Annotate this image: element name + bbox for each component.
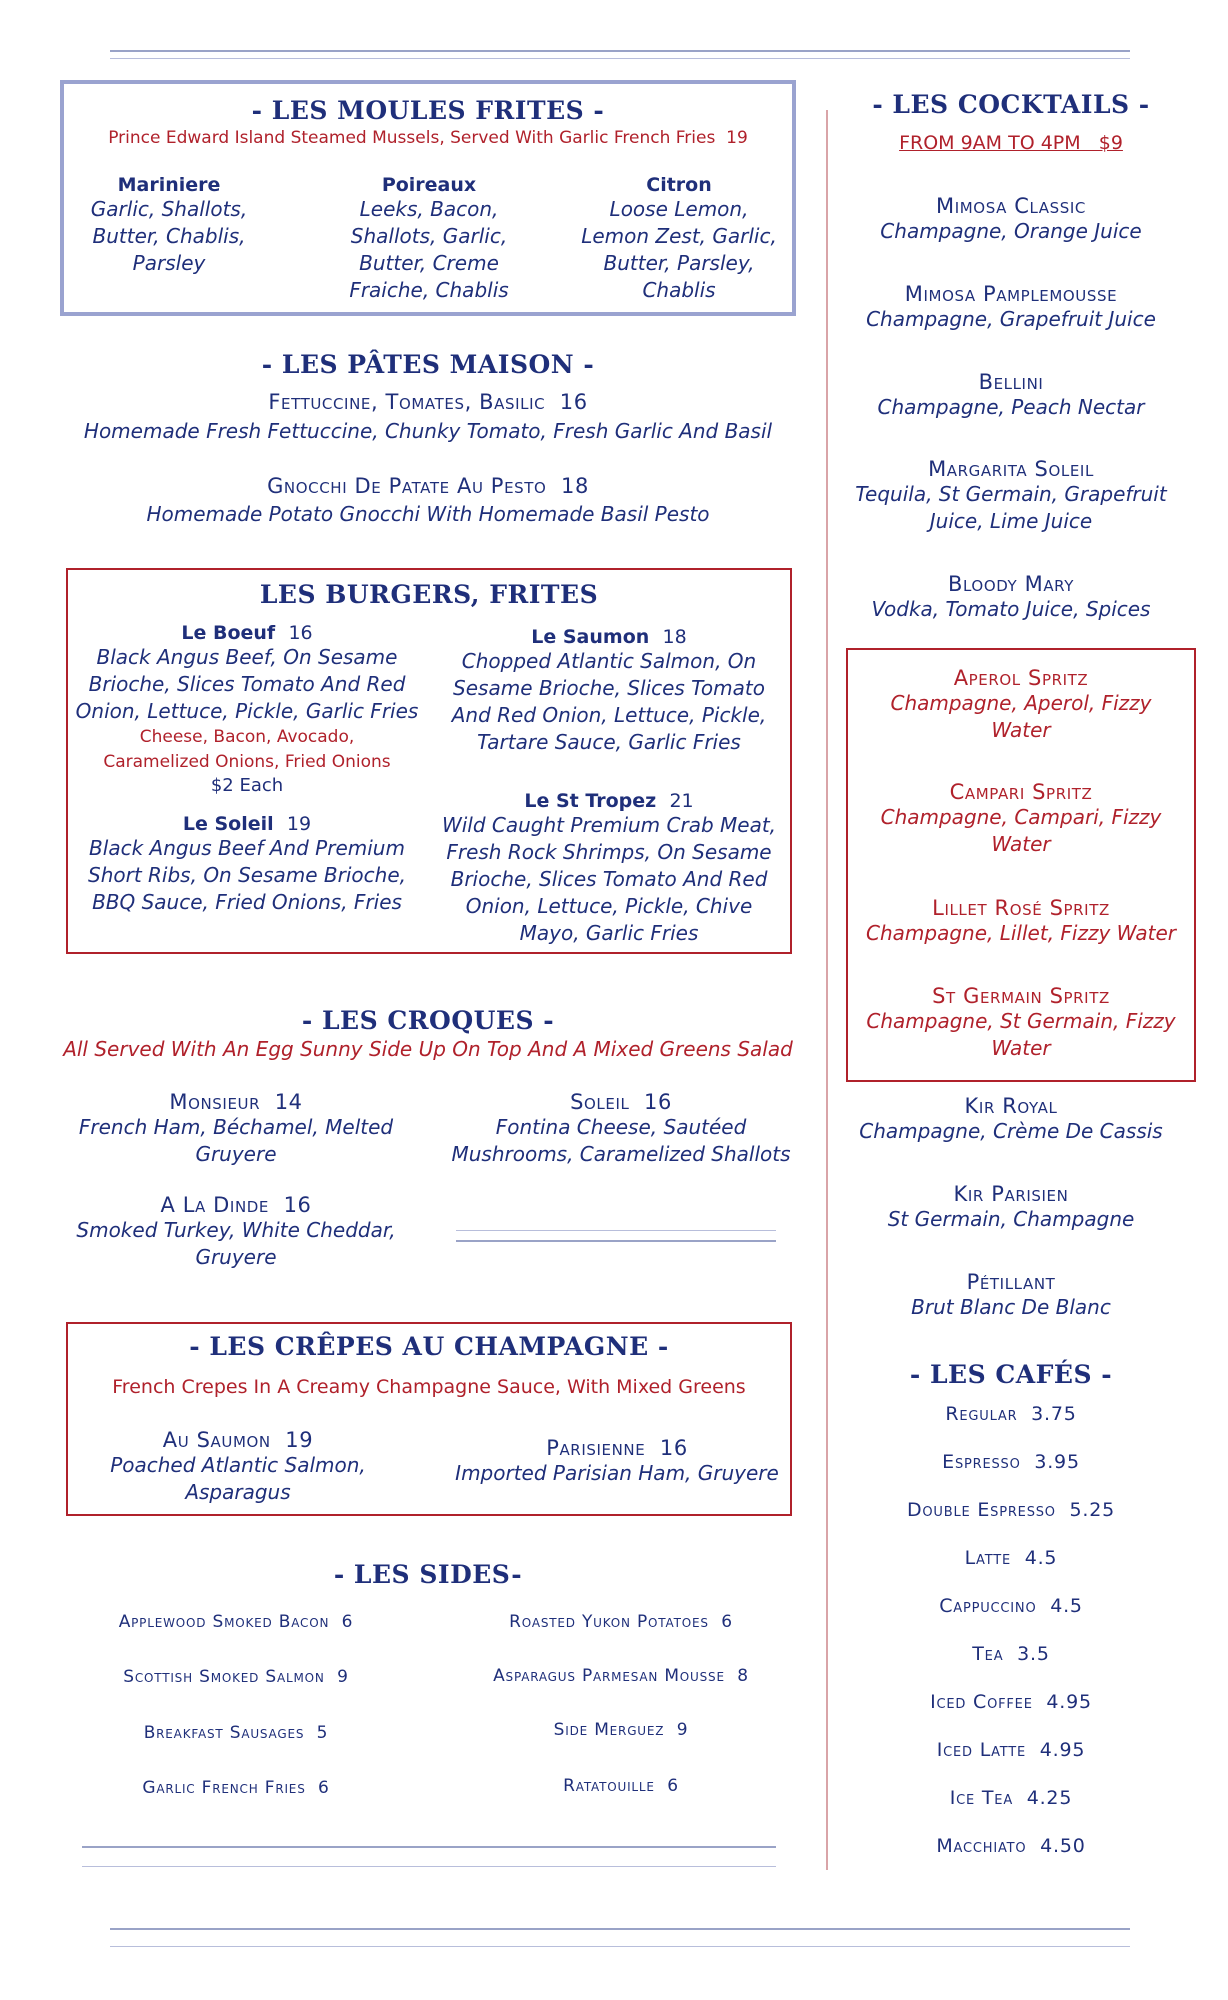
side-ratatouille: Ratatouille (563, 1776, 655, 1796)
side-fries: Garlic French Fries (142, 1778, 306, 1798)
mimosa-classic-name: Mimosa Classic (936, 194, 1086, 218)
st-germain-name: St Germain Spritz (932, 984, 1110, 1008)
kir-royal-desc: Champagne, Crème De Cassis (859, 1119, 1163, 1143)
saumon-burger-desc-2: Sesame Brioche, Slices Tomato (453, 676, 765, 700)
spritz-aperol (848, 666, 1194, 744)
side-salmon-price: 9 (337, 1667, 349, 1687)
croques-rule-1 (456, 1230, 776, 1231)
tropez-desc-4: Onion, Lettuce, Pickle, Chive (465, 894, 753, 918)
cocktails-title: - LES COCKTAILS - (872, 90, 1150, 119)
burger-soleil (72, 813, 422, 916)
side-right-4 (446, 1776, 796, 1796)
bellini-desc: Champagne, Peach Nectar (877, 395, 1145, 419)
mimosa-classic-desc: Champagne, Orange Juice (880, 219, 1142, 243)
mariniere-desc-1: Garlic, Shallots, (90, 197, 248, 221)
side-merguez: Side Merguez (553, 1720, 665, 1740)
dinde-desc-1: Smoked Turkey, White Cheddar, (76, 1218, 396, 1242)
st-germain-desc-2: Water (991, 1036, 1051, 1060)
soleil-burger-desc-3: BBQ Sauce, Fried Onions, Fries (92, 890, 402, 914)
campari-name: Campari Spritz (949, 780, 1093, 804)
citron-desc-4: Chablis (642, 278, 716, 302)
croque-soleil-desc-2: Mushrooms, Caramelized Shallots (451, 1142, 791, 1166)
burger-boeuf (72, 622, 422, 797)
pates-item-gnocchi (60, 474, 796, 498)
moules-box (60, 80, 796, 316)
kir-parisien-desc: St Germain, Champagne (887, 1207, 1135, 1231)
croque-dinde (66, 1193, 406, 1271)
crepes-subtitle: French Crepes In A Creamy Champagne Sauce, With Mixed Greens (112, 1376, 746, 1398)
cocktail-bloody-mary (846, 572, 1176, 623)
cafe-iced-latte (846, 1739, 1176, 1761)
cocktail-mimosa-pamplemousse (846, 282, 1176, 333)
dinde-price: 16 (283, 1193, 312, 1217)
boeuf-extras-price: $2 Each (210, 775, 284, 796)
boeuf-desc-3: Onion, Lettuce, Pickle, Garlic Fries (75, 699, 419, 723)
campari-desc-1: Champagne, Campari, Fizzy (880, 805, 1162, 829)
mariniere-desc-2: Butter, Chablis, (92, 224, 246, 248)
regular-name: Regular (945, 1403, 1018, 1425)
top-rule-thin (110, 58, 1130, 59)
cocktail-petillant (846, 1270, 1176, 1321)
sides-title: - LES SIDES- (333, 1560, 523, 1589)
side-bacon: Applewood Smoked Bacon (118, 1612, 330, 1632)
citron-desc-2: Lemon Zest, Garlic, (581, 224, 777, 248)
cafe-double-espresso (846, 1499, 1176, 1521)
tropez-desc-1: Wild Caught Premium Crab Meat, (441, 813, 777, 837)
moules-item-citron (574, 174, 784, 304)
cocktail-kir-royal (846, 1094, 1176, 1145)
mariniere-desc-3: Parsley (132, 251, 206, 275)
moules-item-poireaux (334, 174, 524, 304)
side-sausages-price: 5 (316, 1723, 329, 1743)
burger-saumon (432, 626, 786, 756)
citron-name: Citron (646, 174, 712, 196)
mariniere-name: Mariniere (117, 174, 221, 196)
lillet-desc-1: Champagne, Lillet, Fizzy Water (866, 921, 1176, 945)
croques-rule-2 (456, 1240, 776, 1242)
boeuf-price: 16 (288, 622, 313, 644)
citron-desc-3: Butter, Parsley, (603, 251, 755, 275)
mimosa-pamplemousse-name: Mimosa Pamplemousse (904, 282, 1118, 306)
boeuf-desc-1: Black Angus Beef, On Sesame (96, 645, 398, 669)
monsieur-name: Monsieur (169, 1090, 261, 1114)
espresso-price: 3.95 (1034, 1451, 1080, 1473)
margarita-desc-1: Tequila, St Germain, Grapefruit (855, 482, 1167, 506)
poireaux-desc-4: Fraiche, Chablis (349, 278, 509, 302)
side-potatoes: Roasted Yukon Potatoes (509, 1612, 709, 1632)
side-left-1 (66, 1612, 406, 1632)
moules-price: 19 (726, 128, 748, 148)
boeuf-desc-2: Brioche, Slices Tomato And Red (88, 672, 406, 696)
parisienne-name: Parisienne (546, 1436, 646, 1460)
crepes-box (66, 1322, 792, 1516)
side-left-3 (66, 1723, 406, 1743)
cappuccino-name: Cappuccino (939, 1595, 1037, 1617)
parisienne-price: 16 (659, 1436, 688, 1460)
column-divider (826, 110, 828, 1870)
citron-desc-1: Loose Lemon, (609, 197, 749, 221)
boeuf-extras-1: Cheese, Bacon, Avocado, (139, 727, 355, 747)
double-espresso-price: 5.25 (1069, 1499, 1116, 1521)
dinde-desc-2: Gruyere (195, 1245, 277, 1269)
saumon-burger-price: 18 (662, 626, 687, 648)
cafe-cappuccino (846, 1595, 1176, 1617)
bloody-mary-name: Bloody Mary (947, 572, 1074, 596)
crepe-saumon (78, 1428, 398, 1506)
macchiato-price: 4.50 (1040, 1835, 1086, 1857)
fettuccine-price: 16 (559, 390, 588, 414)
soleil-burger-name: Le Soleil (182, 813, 274, 835)
moules-item-mariniere (84, 174, 254, 277)
cafe-iced-coffee (846, 1691, 1176, 1713)
petillant-desc: Brut Blanc De Blanc (911, 1295, 1111, 1319)
saumon-burger-desc-4: Tartare Sauce, Garlic Fries (477, 730, 741, 754)
iced-coffee-name: Iced Coffee (930, 1691, 1033, 1713)
soleil-burger-desc-2: Short Ribs, On Sesame Brioche, (88, 863, 406, 887)
tropez-desc-3: Brioche, Slices Tomato And Red (450, 867, 768, 891)
crepe-saumon-name: Au Saumon (162, 1428, 271, 1452)
cocktail-mimosa-classic (846, 194, 1176, 245)
cocktail-margarita (846, 457, 1176, 535)
iced-coffee-price: 4.95 (1046, 1691, 1092, 1713)
spritz-campari (848, 780, 1194, 858)
poireaux-desc-3: Butter, Creme (359, 251, 499, 275)
bottom-rule (110, 1928, 1130, 1930)
iced-latte-price: 4.95 (1039, 1739, 1086, 1761)
lillet-name: Lillet Rosé Spritz (932, 896, 1110, 920)
top-rule (110, 50, 1130, 52)
tropez-name: Le St Tropez (524, 790, 657, 812)
side-sausages: Breakfast Sausages (143, 1723, 305, 1743)
burger-tropez (432, 790, 786, 947)
crepes-title: - LES CRÊPES AU CHAMPAGNE - (189, 1332, 669, 1361)
petillant-name: Pétillant (966, 1270, 1056, 1294)
pates-title: - LES PÂTES MAISON - (261, 350, 595, 379)
burgers-title: LES BURGERS, FRITES (259, 580, 599, 609)
saumon-burger-desc-1: Chopped Atlantic Salmon, On (461, 649, 757, 673)
burgers-box (66, 568, 792, 954)
crepe-parisienne (452, 1436, 782, 1487)
side-potatoes-price: 6 (721, 1612, 733, 1632)
tropez-desc-2: Fresh Rock Shrimps, On Sesame (446, 840, 772, 864)
gnocchi-price: 18 (561, 474, 589, 498)
poireaux-desc-2: Shallots, Garlic, (350, 224, 508, 248)
side-right-2 (446, 1666, 796, 1686)
croque-soleil-name: Soleil (570, 1090, 630, 1114)
poireaux-name: Poireaux (381, 174, 477, 196)
dinde-name: A La Dinde (160, 1193, 270, 1217)
pates-item-fettuccine (60, 390, 796, 414)
aperol-name: Aperol Spritz (953, 666, 1089, 690)
cafe-regular (846, 1403, 1176, 1425)
cafes-title: - LES CAFÉS - (909, 1360, 1113, 1389)
gnocchi-desc: Homemade Potato Gnocchi With Homemade Basil Pesto (146, 502, 710, 526)
tropez-price: 21 (669, 790, 694, 812)
cocktail-bellini (846, 370, 1176, 421)
cappuccino-price: 4.5 (1050, 1595, 1083, 1617)
aperol-desc-2: Water (991, 718, 1051, 742)
espresso-name: Espresso (942, 1451, 1021, 1473)
side-merguez-price: 9 (676, 1720, 689, 1740)
croque-soleil-desc-1: Fontina Cheese, Sautéed (495, 1115, 747, 1139)
monsieur-desc-2: Gruyere (195, 1142, 277, 1166)
ice-tea-price: 4.25 (1026, 1787, 1073, 1809)
cafe-espresso (846, 1451, 1176, 1473)
regular-price: 3.75 (1031, 1403, 1077, 1425)
sides-rule-1 (82, 1846, 776, 1848)
side-asparagus-price: 8 (737, 1666, 749, 1686)
bloody-mary-desc: Vodka, Tomato Juice, Spices (871, 597, 1151, 621)
poireaux-desc-1: Leeks, Bacon, (359, 197, 499, 221)
bottom-rule-thin (110, 1946, 1130, 1947)
aperol-desc-1: Champagne, Aperol, Fizzy (890, 691, 1152, 715)
spritz-lillet (848, 896, 1194, 947)
saumon-burger-name: Le Saumon (531, 626, 650, 648)
side-right-3 (446, 1720, 796, 1740)
tea-price: 3.5 (1017, 1643, 1050, 1665)
side-asparagus: Asparagus Parmesan Mousse (493, 1666, 725, 1686)
moules-title: - LES MOULES FRITES - (251, 96, 605, 125)
sides-rule-2 (82, 1866, 776, 1867)
crepe-saumon-price: 19 (285, 1428, 314, 1452)
crepe-saumon-desc-2: Asparagus (185, 1480, 291, 1504)
kir-royal-name: Kir Royal (964, 1094, 1058, 1118)
monsieur-price: 14 (274, 1090, 303, 1114)
croque-monsieur (66, 1090, 406, 1168)
croque-soleil (446, 1090, 796, 1168)
soleil-burger-price: 19 (286, 813, 312, 835)
side-fries-price: 6 (318, 1778, 330, 1798)
latte-price: 4.5 (1024, 1547, 1058, 1569)
fettuccine-desc: Homemade Fresh Fettuccine, Chunky Tomato, Fresh Garlic And Basil (83, 419, 773, 443)
double-espresso-name: Double Espresso (906, 1499, 1056, 1521)
cocktail-kir-parisien (846, 1182, 1176, 1233)
side-ratatouille-price: 6 (667, 1776, 679, 1796)
soleil-burger-desc-1: Black Angus Beef And Premium (89, 836, 405, 860)
cafe-macchiato (846, 1835, 1176, 1857)
iced-latte-name: Iced Latte (936, 1739, 1027, 1761)
cocktails-hours: FROM 9AM TO 4PM $9 (899, 132, 1123, 154)
moules-subtitle (64, 128, 792, 148)
side-salmon: Scottish Smoked Salmon (123, 1667, 325, 1687)
moules-subtitle-text: Prince Edward Island Steamed Mussels, Served With Garlic French Fries (108, 128, 716, 148)
margarita-desc-2: Juice, Lime Juice (929, 509, 1093, 533)
margarita-name: Margarita Soleil (928, 457, 1094, 481)
side-bacon-price: 6 (341, 1612, 354, 1632)
tea-name: Tea (972, 1643, 1004, 1665)
monsieur-desc-1: French Ham, Béchamel, Melted (78, 1115, 394, 1139)
croques-subtitle: All Served With An Egg Sunny Side Up On Top And A Mixed Greens Salad (63, 1037, 793, 1061)
ice-tea-name: Ice Tea (949, 1787, 1014, 1809)
cafe-tea (846, 1643, 1176, 1665)
parisienne-desc-1: Imported Parisian Ham, Gruyere (455, 1461, 779, 1485)
boeuf-extras-2: Caramelized Onions, Fried Onions (103, 752, 391, 772)
boeuf-name: Le Boeuf (181, 622, 276, 644)
cafe-latte (846, 1547, 1176, 1569)
side-right-1 (446, 1612, 796, 1632)
tropez-desc-5: Mayo, Garlic Fries (519, 921, 699, 945)
kir-parisien-name: Kir Parisien (953, 1182, 1069, 1206)
side-left-4 (66, 1778, 406, 1798)
campari-desc-2: Water (991, 832, 1051, 856)
latte-name: Latte (964, 1547, 1012, 1569)
croques-title: - LES CROQUES - (301, 1006, 555, 1035)
saumon-burger-desc-3: And Red Onion, Lettuce, Pickle, (451, 703, 767, 727)
bellini-name: Bellini (978, 370, 1044, 394)
cafe-ice-tea (846, 1787, 1176, 1809)
gnocchi-name: Gnocchi De Patate Au Pesto (267, 474, 547, 498)
fettuccine-name: Fettuccine, Tomates, Basilic (268, 390, 546, 414)
mimosa-pamplemousse-desc: Champagne, Grapefruit Juice (866, 307, 1156, 331)
spritz-box (846, 648, 1196, 1082)
side-left-2 (66, 1667, 406, 1687)
croque-soleil-price: 16 (644, 1090, 672, 1114)
crepe-saumon-desc-1: Poached Atlantic Salmon, (110, 1453, 366, 1477)
st-germain-desc-1: Champagne, St Germain, Fizzy (866, 1009, 1176, 1033)
macchiato-name: Macchiato (936, 1835, 1027, 1857)
spritz-st-germain (848, 984, 1194, 1062)
